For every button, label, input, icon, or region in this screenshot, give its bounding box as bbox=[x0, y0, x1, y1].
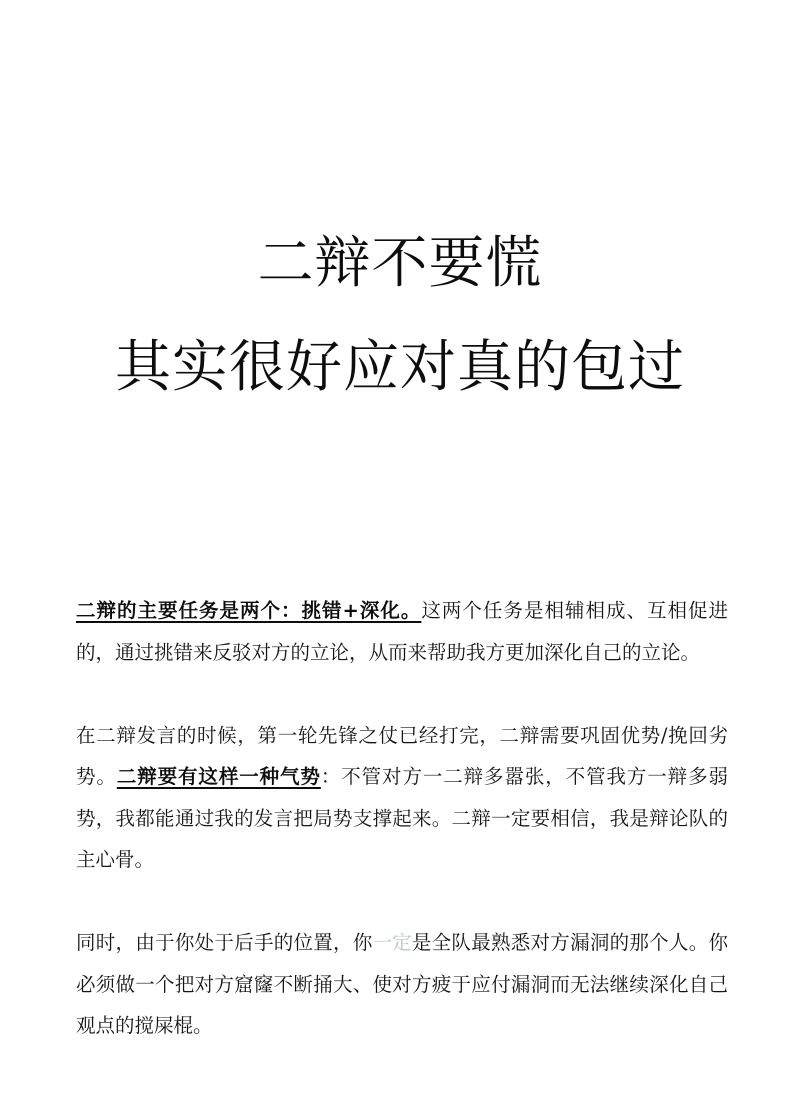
paragraph-3 bbox=[76, 922, 728, 1047]
paragraph-2-text: ：不管对方一二辩多嚣张，不管我方一辩多弱势，我都能通过我的发言把局势支撑起来。二辩一定要相信，我是辩论队的主心骨。 bbox=[76, 765, 728, 871]
paragraph-1 bbox=[76, 590, 728, 673]
title-block bbox=[0, 212, 800, 420]
paragraph-2-lead: 在二辩发言的时候，第一轮先锋之仗已经打完，二辩需要巩固优势/挽回劣势。 bbox=[76, 723, 728, 788]
paragraph-1-text: 这两个任务是相辅相成、互相促进的，通过挑错来反驳对方的立论，从而来帮助我方更加深化自己的立论。 bbox=[76, 599, 728, 664]
paragraph-2-emphasis: 二辩要有这样一种气势 bbox=[116, 765, 321, 788]
article-body bbox=[76, 590, 728, 1088]
title-line-1: 二辩不要慌 bbox=[257, 231, 543, 296]
watermark-obscured-text: 一定 bbox=[372, 931, 412, 954]
paragraph-3-lead: 同时，由于你处于后手的位置，你 bbox=[76, 931, 373, 954]
paragraph-3-text: 是全队最熟悉对方漏洞的那个人。你必须做一个把对方窟窿不断捅大、使对方疲于应付漏洞而无法继续深化自己观点的搅屎棍。 bbox=[76, 931, 728, 1037]
paragraph-2 bbox=[76, 715, 728, 881]
paragraph-1-emphasis: 二辩的主要任务是两个：挑错+深化。 bbox=[76, 599, 422, 622]
title-line-2: 其实很好应对真的包过 bbox=[115, 335, 685, 400]
